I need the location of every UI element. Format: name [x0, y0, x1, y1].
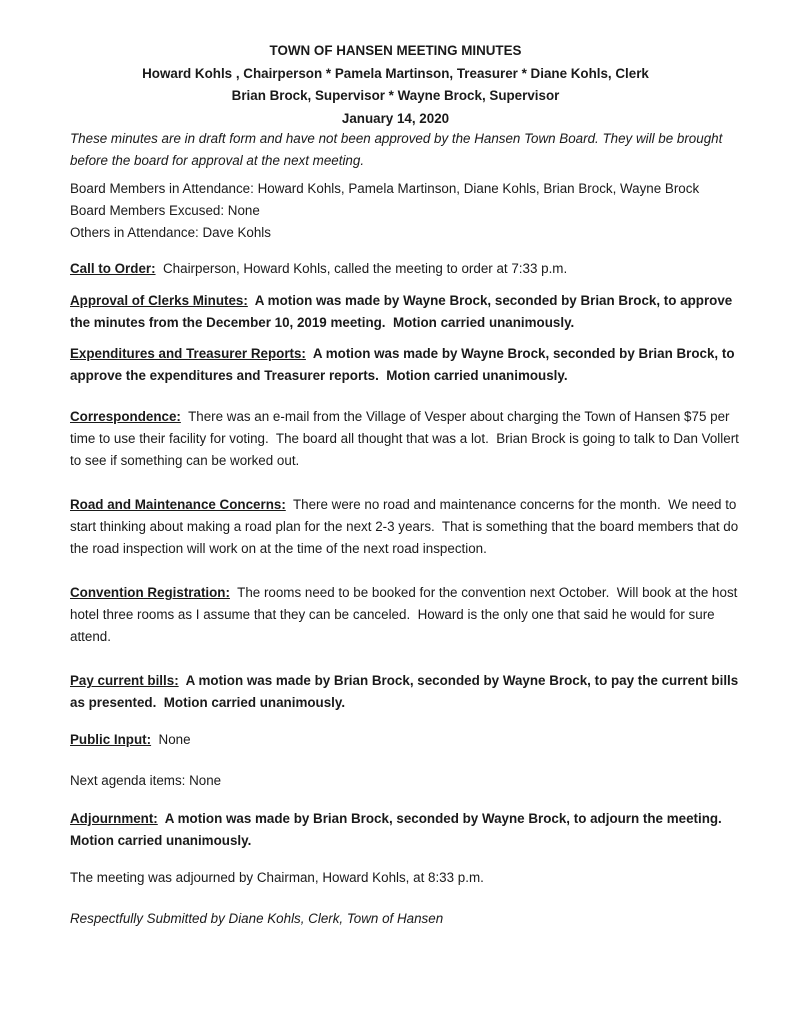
document-header — [0, 40, 791, 130]
attendance-excused: Board Members Excused: None — [70, 203, 260, 218]
attendance-present: Board Members in Attendance: Howard Kohls, Pamela Martinson, Diane Kohls, Brian Brock, Wayne Brock — [70, 181, 700, 196]
section-road-maintenance — [70, 494, 750, 560]
section-heading: Road and Maintenance Concerns: — [70, 497, 286, 512]
section-text: There was an e-mail from the Village of Vesper about charging the Town of Hansen $75 per time to use their facility for voting. The board all thought that was a lot. Brian Brock is going to talk to Dan Vollert to see if something can be worked out. — [70, 409, 743, 468]
attendance-others: Others in Attendance: Dave Kohls — [70, 225, 271, 240]
section-text: A motion was made by Brian Brock, seconded by Wayne Brock, to adjourn the meeting. Motion carried unanimously. — [70, 811, 730, 848]
document-title: TOWN OF HANSEN MEETING MINUTES — [269, 43, 522, 58]
section-heading: Pay current bills: — [70, 673, 179, 688]
section-heading: Adjournment: — [70, 811, 158, 826]
section-expenditures — [70, 343, 750, 387]
section-convention — [70, 582, 750, 648]
section-text: Chairperson, Howard Kohls, called the meeting to order at 7:33 p.m. — [155, 261, 568, 276]
section-text: A motion was made by Brian Brock, seconded by Wayne Brock, to pay the current bills as presented. Motion carried unanimously. — [70, 673, 742, 710]
section-text: The rooms need to be booked for the convention next October. Will book at the host hotel three rooms as I assume that they can be canceled. Howard is the only one that said he would for sure attend. — [70, 585, 742, 644]
signature-line: Respectfully Submitted by Diane Kohls, Clerk, Town of Hansen — [70, 911, 444, 926]
section-call-to-order — [70, 258, 750, 280]
section-heading: Correspondence: — [70, 409, 181, 424]
section-public-input — [70, 729, 750, 751]
section-heading: Expenditures and Treasurer Reports: — [70, 346, 306, 361]
adjourned-note: The meeting was adjourned by Chairman, Howard Kohls, at 8:33 p.m. — [70, 870, 484, 885]
section-heading: Convention Registration: — [70, 585, 230, 600]
attendance-block — [70, 178, 750, 244]
section-text: There were no road and maintenance concerns for the month. We need to start thinking about making a road plan for the next 2-3 years. That is something that the board members that do the road inspection will work on at the time of the next road inspection. — [70, 497, 742, 556]
section-heading: Call to Order: — [70, 261, 156, 276]
officers-line-1: Howard Kohls , Chairperson * Pamela Martinson, Treasurer * Diane Kohls, Clerk — [142, 65, 649, 81]
section-heading: Approval of Clerks Minutes: — [70, 293, 248, 308]
section-adjournment — [70, 808, 750, 852]
section-text: A motion was made by Wayne Brock, seconded by Brian Brock, to approve the expenditures and Treasurer reports. Motion carried unanimously. — [70, 346, 739, 383]
meeting-date: January 14, 2020 — [341, 110, 450, 126]
draft-disclaimer: These minutes are in draft form and have not been approved by the Hansen Town Board. They will be brought before the board for approval at the next meeting. — [70, 131, 723, 168]
section-pay-bills — [70, 670, 750, 714]
officers-line-2: Brian Brock, Supervisor * Wayne Brock, Supervisor — [231, 88, 560, 103]
next-agenda-items: Next agenda items: None — [70, 773, 222, 788]
section-heading: Public Input: — [70, 732, 152, 747]
section-clerks-minutes — [70, 290, 750, 334]
section-text: A motion was made by Wayne Brock, seconded by Brian Brock, to approve the minutes from the December 10, 2019 meeting. Motion carried unanimously. — [70, 293, 736, 330]
section-text: None — [151, 732, 191, 747]
section-correspondence — [70, 406, 750, 472]
